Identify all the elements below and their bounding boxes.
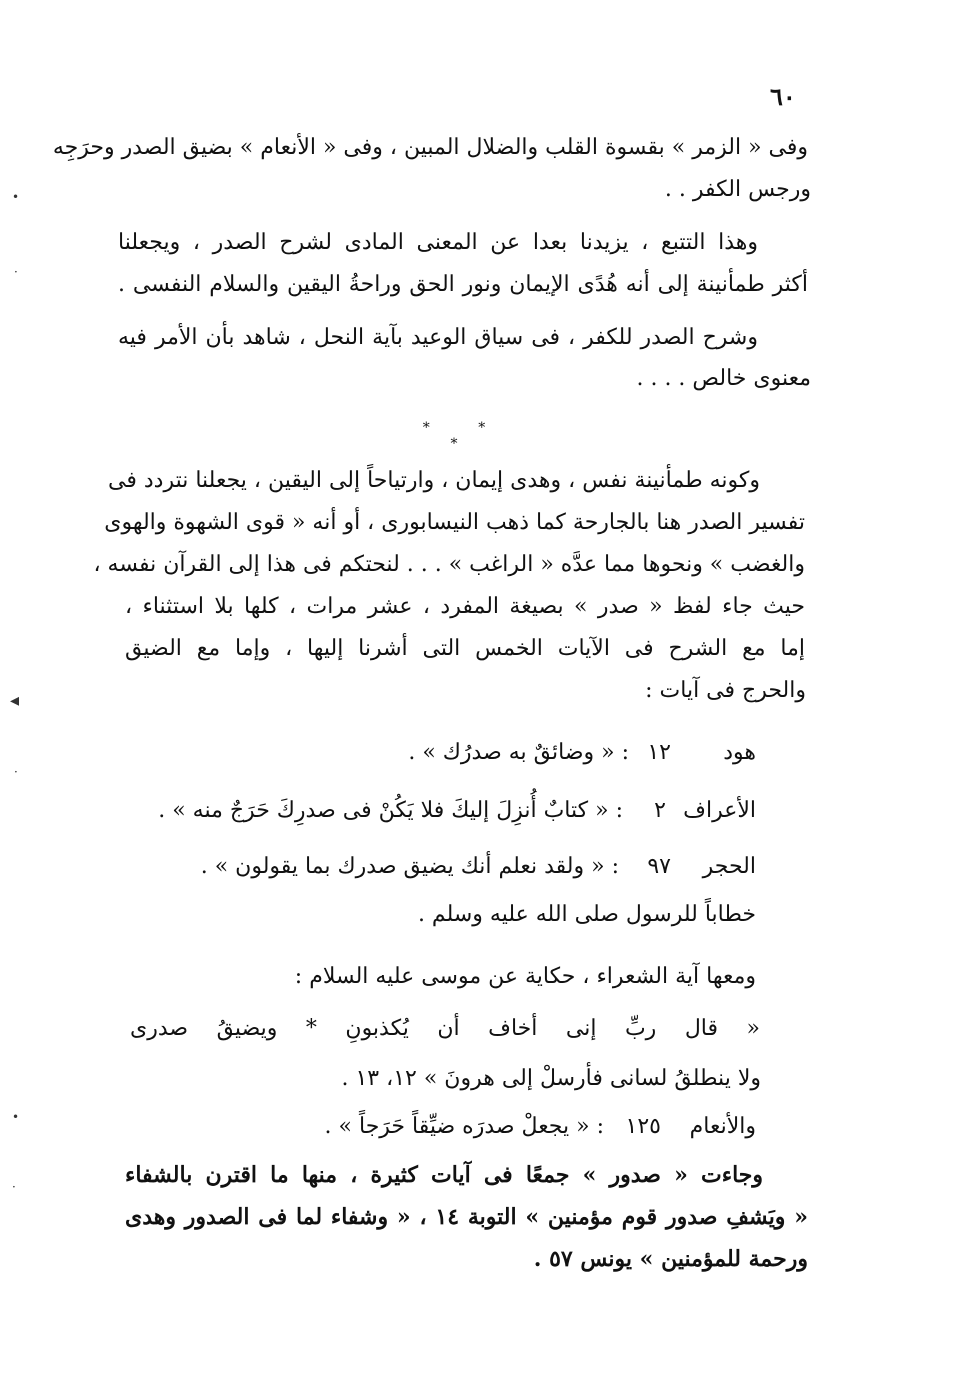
margin-speck: · (14, 765, 18, 779)
paragraph-1-line-2: ورجس الكفر . . (664, 177, 811, 202)
margin-speck: · (14, 265, 18, 279)
quote-1-verse-number: ١٢ (647, 740, 671, 765)
quote-2-surah: الأعراف (683, 798, 756, 823)
paragraph-4-line-6: والحرج فى آيات : (645, 678, 806, 703)
paragraph-4-line-2: تفسير الصدر هنا بالجارحة كما ذهب النيسابورى ، أو أنه « قوى الشهوة والهوى (104, 510, 805, 535)
paragraph-1-line-1: وفى « الزمر » بقسوة القلب والضلال المبين ، وفى « الأنعام » بضيق الصدر وحرَجِه (52, 135, 808, 160)
quote-5-surah: والأنعام (689, 1114, 756, 1139)
quote-4-line-1: « قال ربِّ إنى أخاف أن يُكذبونِ * ويضيقُ صدرى (130, 1016, 760, 1041)
section-separator: * * * (422, 420, 508, 452)
quote-3-verse-number: ٩٧ (647, 854, 671, 879)
paragraph-4-line-4: حيث جاء لفظ « صدر » بصيغة المفرد ، عشر مرات ، كلها بلا استثناء ، (125, 594, 805, 619)
paragraph-4-line-5: إما مع الشرح فى الآيات الخمس التى أشرنا إليها ، وإما مع الضيق (125, 636, 805, 661)
quote-2-text: : « كتابٌ أُنزِلَ إليكَ فلا يَكُنْ فى صدرِكَ حَرَجٌ منه » . (158, 798, 623, 823)
margin-speck: • (12, 190, 20, 204)
quote-3-note: خطاباً للرسول صلى الله عليه وسلم . (417, 902, 756, 927)
margin-speck: • (12, 1110, 20, 1124)
quote-4-line-2: ولا ينطلقُ لسانى فأرسلْ إلى هرونَ » ١٢، ١٣ . (341, 1066, 761, 1091)
paragraph-4-line-1: وكونه طمأنينة نفس ، وهدى إيمان ، وارتياحاً إلى اليقين ، يجعلنا نتردد فى (108, 468, 760, 493)
paragraph-2-line-2: أكثر طمأنينة إلى أنه هُدًى الإيمان ونور الحق وراحةُ اليقين والسلام النفسى . (118, 272, 808, 297)
margin-speck: · (12, 1180, 16, 1194)
quote-1-text: : « وضائقٌ به صدرُك » . (408, 740, 629, 765)
margin-speck: ◂ (10, 690, 20, 711)
quote-5-text: : « يجعلْ صدرَه ضيِّقاً حَرَجاً » . (324, 1114, 604, 1139)
quote-5-verse-number: ١٢٥ (625, 1114, 661, 1139)
paragraph-3-line-1: وشرح الصدر للكفر ، فى سياق الوعيد بآية النحل ، شاهد بأن الأمر فيه (118, 325, 758, 350)
quote-1-surah: هود (723, 740, 756, 765)
quote-3-surah: الحجر (702, 854, 756, 879)
paragraph-4-line-3: والغضب » ونحوها مما عدَّه « الراغب » . . . لنحتكم فى هذا إلى القرآن نفسه ، (93, 552, 805, 577)
paragraph-6-line-3: ورحمة للمؤمنين » يونس ٥٧ . (533, 1246, 808, 1272)
paragraph-5: ومعها آية الشعراء ، حكاية عن موسى عليه السلام : (294, 964, 756, 989)
quote-2-verse-number: ٢ (654, 798, 666, 823)
quote-3-text: : « ولقد نعلم أنك يضيق صدرك بما يقولون » . (200, 854, 619, 879)
paragraph-6-line-1: وجاءت « صدور » جمعًا فى آيات كثيرة ، منها ما اقترن بالشفاء (125, 1162, 763, 1188)
paragraph-3-line-2: معنوى خالص . . . . (636, 366, 811, 391)
paragraph-6-line-2: « ويَشفِ صدور قوم مؤمنين » التوبة ١٤ ، « وشفاء لما فى الصدور وهدى (125, 1204, 808, 1230)
page-number: ٦٠ (770, 82, 796, 111)
paragraph-2-line-1: وهذا التتبع ، يزيدنا بعدا عن المعنى المادى لشرح الصدر ، ويجعلنا (118, 230, 758, 255)
